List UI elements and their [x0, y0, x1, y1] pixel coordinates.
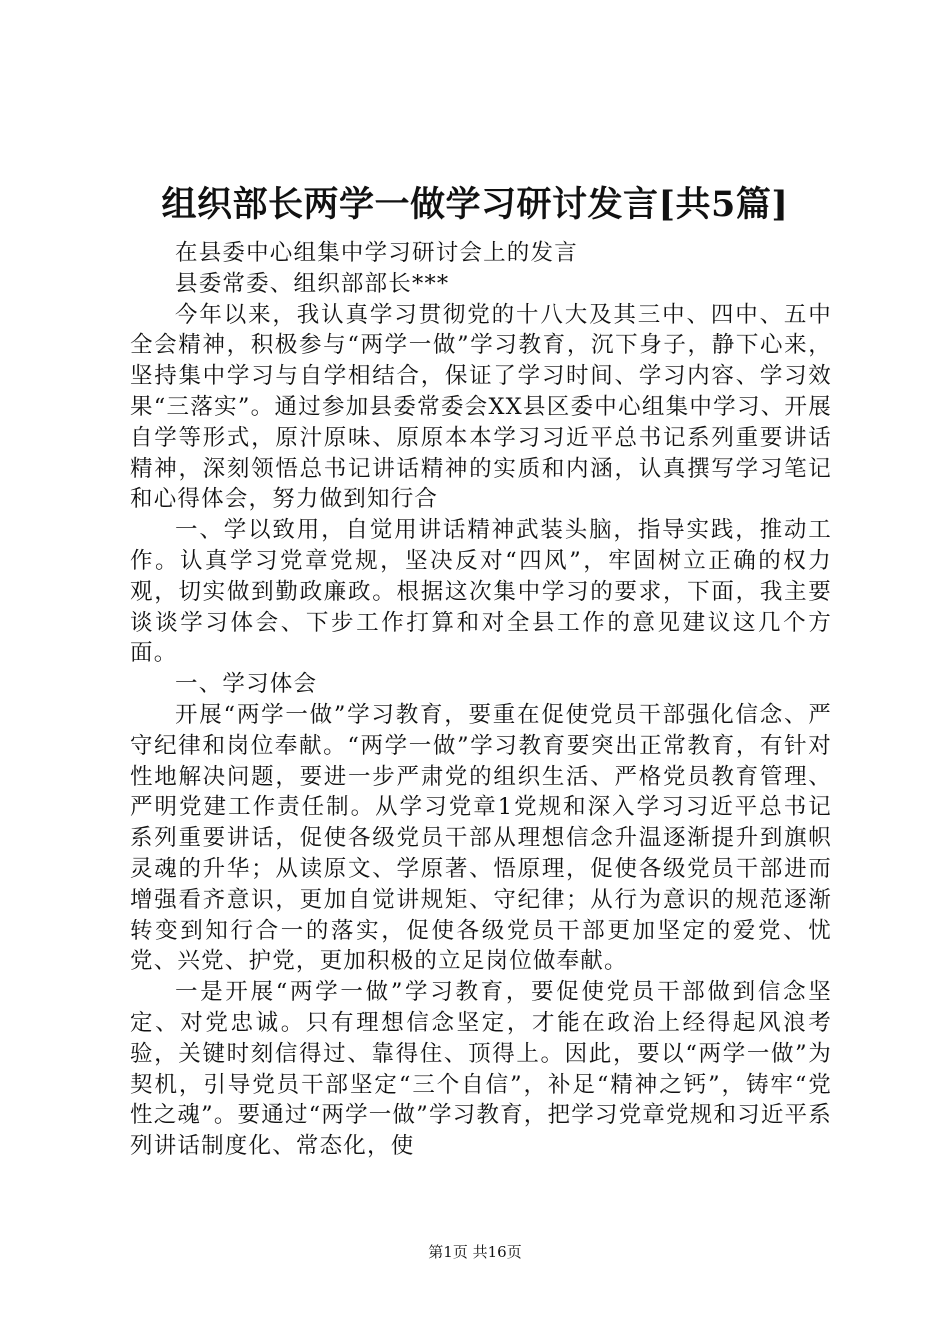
paragraph-learning-body: 开展“两学一做”学习教育，要重在促使党员干部强化信念、严守纪律和岗位奉献。“两学一做”学习教育要突出正常教育，有针对性地解决问题，要进一步严肃党的组织生活、严格党员教育管理、严明党建工作责任制。从学习党章1党规和深入学习习近平总书记系列重要讲话，促使各级党员干部从理想信念升温逐渐提升到旗帜灵魂的升华；从读原文、学原著、悟原理，促使各级党员干部进而增强看齐意识，更加自觉讲规矩、守纪律；从行为意识的规范逐渐转变到知行合一的落实，促使各级党员干部更加坚定的爱党、忧党、兴党、护党，更加积极的立足岗位做奉献。 [130, 701, 832, 975]
paragraph-subtitle: 在县委中心组集中学习研讨会上的发言 [175, 240, 578, 266]
document-title: 组织部长两学一做学习研讨发言[共5篇] [161, 184, 789, 225]
paragraph-section-1-intro: 一、学以致用，自觉用讲话精神武装头脑，指导实践，推动工作。认真学习党章党规，坚决反对“四风”，牢固树立正确的权力观，切实做到勤政廉政。根据这次集中学习的要求，下面，我主要谈谈学习体会、下步工作打算和对全县工作的意见建议这几个方面。 [130, 517, 832, 667]
page-total: 共16页 [472, 1243, 522, 1261]
paragraph-heading-learning: 一、学习体会 [175, 671, 318, 698]
paragraph-intro: 今年以来，我认真学习贯彻党的十八大及其三中、四中、五中全会精神，积极参与“两学一做”学习教育，沉下身子，静下心来，坚持集中学习与自学相结合，保证了学习时间、学习内容、学习效果“三落实”。通过参加县委常委会XX县区委中心组集中学习、开展自学等形式，原汁原味、原原本本学习习近平总书记系列重要讲话精神，深刻领悟总书记讲话精神的实质和内涵，认真撰写学习笔记和心得体会，努力做到知行合 [130, 301, 832, 513]
document-body [130, 238, 832, 1162]
page-footer [0, 1241, 950, 1263]
page-number: 第1页 [428, 1243, 468, 1261]
paragraph-point-one: 一是开展“两学一做”学习教育，要促使党员干部做到信念坚定、对党忠诚。只有理想信念坚定，才能在政治上经得起风浪考验，关键时刻信得过、靠得住、顶得上。因此，要以“两学一做”为契机，引导党员干部坚定“三个自信”，补足“精神之钙”，铸牢“党性之魂”。要通过“两学一做”学习教育，把学习党章党规和习近平系列讲话制度化、常态化，使 [130, 979, 832, 1160]
paragraph-author: 县委常委、组织部部长*** [175, 270, 450, 297]
